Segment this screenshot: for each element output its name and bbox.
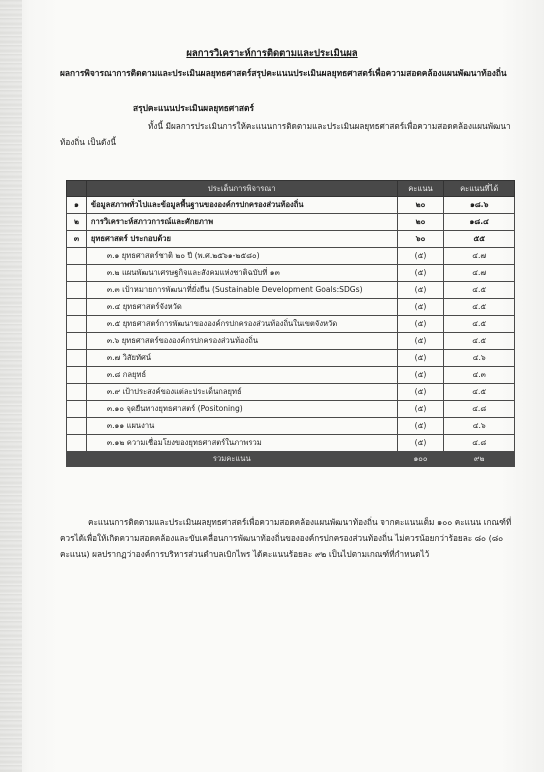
subrow-label: ๓.๑๑ แผนงาน [86, 418, 397, 435]
table-subrow [67, 333, 515, 350]
subrow-score: (๕) [397, 333, 444, 350]
table-subrow [67, 418, 515, 435]
row-label: ยุทธศาสตร์ ประกอบด้วย [86, 231, 397, 248]
empty-cell [67, 435, 87, 452]
document-subtitle: ผลการพิจารณาการติดตามและประเมินผลยุทธศาสตร์สรุปคะแนนประเมินผลยุทธศาสตร์เพื่อความสอดคล้องแผนพัฒนาท้องถิ่น [60, 68, 507, 78]
row-label: การวิเคราะห์สภาวการณ์และศักยภาพ [86, 214, 397, 231]
empty-cell [67, 401, 87, 418]
subrow-score: (๕) [397, 248, 444, 265]
subrow-label: ๓.๒ แผนพัฒนาเศรษฐกิจและสังคมแห่งชาติฉบับที่ ๑๓ [86, 265, 397, 282]
subrow-got: ๔.๖ [444, 418, 515, 435]
subrow-got: ๔.๓ [444, 367, 515, 384]
empty-cell [67, 333, 87, 350]
subrow-got: ๔.๕ [444, 333, 515, 350]
header-score-got: คะแนนที่ได้ [444, 181, 515, 197]
row-no: ๒ [67, 214, 87, 231]
subrow-score: (๕) [397, 350, 444, 367]
subrow-label: ๓.๓ เป้าหมายการพัฒนาที่ยั่งยืน (Sustainable Development Goals:SDGs) [86, 282, 397, 299]
table-row [67, 214, 515, 231]
table-header-row [67, 181, 515, 197]
subrow-score: (๕) [397, 265, 444, 282]
table-subrow [67, 265, 515, 282]
subrow-got: ๔.๘ [444, 401, 515, 418]
empty-cell [67, 282, 87, 299]
table-subrow [67, 384, 515, 401]
subrow-got: ๔.๕ [444, 282, 515, 299]
document-title: ผลการวิเคราะห์การติดตามและประเมินผล [186, 48, 358, 59]
header-no [67, 181, 87, 197]
subrow-got: ๔.๖ [444, 350, 515, 367]
header-topic: ประเด็นการพิจารณา [86, 181, 397, 197]
conclusion-paragraph: คะแนนการติดตามและประเมินผลยุทธศาสตร์เพื่อความสอดคล้องแผนพัฒนาท้องถิ่น จากคะแนนเต็ม ๑๐๐ คะแนน เกณฑ์ที่ควรได้เพื่อให้เกิดความสอดคล้องและขับเคลื่อนการพัฒนาท้องถิ่นขององค์กรปกครองส่วนท้องถิ่น ไม่ควรน้อยกว่าร้อยละ ๘๐ (๘๐ คะแนน) ผลปรากฏว่าองค์การบริหารส่วนตำบลเบิกไพร ได้คะแนนร้อยละ ๙๒ เป็นไปตามเกณฑ์ที่กำหนดไว้ [60, 517, 512, 559]
subrow-score: (๕) [397, 401, 444, 418]
table-subrow [67, 316, 515, 333]
subrow-got: ๔.๗ [444, 248, 515, 265]
subrow-label: ๓.๗ วิสัยทัศน์ [86, 350, 397, 367]
row-got: ๑๘.๔ [444, 214, 515, 231]
subrow-got: ๔.๗ [444, 265, 515, 282]
empty-cell [67, 367, 87, 384]
subrow-label: ๓.๘ กลยุทธ์ [86, 367, 397, 384]
subrow-label: ๓.๖ ยุทธศาสตร์ขององค์กรปกครองส่วนท้องถิ่น [86, 333, 397, 350]
row-score: ๒๐ [397, 214, 444, 231]
table-total-row [67, 452, 515, 467]
subrow-got: ๔.๘ [444, 435, 515, 452]
subrow-got: ๔.๕ [444, 384, 515, 401]
table-subrow [67, 299, 515, 316]
row-score: ๖๐ [397, 231, 444, 248]
row-no: ๓ [67, 231, 87, 248]
subrow-label: ๓.๑๐ จุดยืนทางยุทธศาสตร์ (Positoning) [86, 401, 397, 418]
empty-cell [67, 316, 87, 333]
table-row [67, 197, 515, 214]
empty-cell [67, 350, 87, 367]
empty-cell [67, 248, 87, 265]
subrow-score: (๕) [397, 299, 444, 316]
table-subrow [67, 282, 515, 299]
score-table [66, 180, 515, 467]
subrow-score: (๕) [397, 384, 444, 401]
table-subrow [67, 350, 515, 367]
row-got: ๕๕ [444, 231, 515, 248]
table-row [67, 231, 515, 248]
table-subrow [67, 367, 515, 384]
row-no: ๑ [67, 197, 87, 214]
subrow-score: (๕) [397, 282, 444, 299]
scan-edge-shadow [0, 0, 22, 772]
subrow-label: ๓.๙ เป้าประสงค์ของแต่ละประเด็นกลยุทธ์ [86, 384, 397, 401]
subrow-got: ๔.๕ [444, 316, 515, 333]
row-label: ข้อมูลสภาพทั่วไปและข้อมูลพื้นฐานขององค์กรปกครองส่วนท้องถิ่น [86, 197, 397, 214]
subrow-score: (๕) [397, 367, 444, 384]
table-subrow [67, 435, 515, 452]
subrow-score: (๕) [397, 435, 444, 452]
subrow-score: (๕) [397, 418, 444, 435]
header-score: คะแนน [397, 181, 444, 197]
subrow-label: ๓.๑ ยุทธศาสตร์ชาติ ๒๐ ปี (พ.ศ.๒๕๖๑-๒๕๘๐) [86, 248, 397, 265]
total-label: รวมคะแนน [67, 452, 398, 467]
subrow-label: ๓.๕ ยุทธศาสตร์การพัฒนาขององค์กรปกครองส่วนท้องถิ่นในเขตจังหวัด [86, 316, 397, 333]
empty-cell [67, 265, 87, 282]
intro-paragraph: ทั้งนี้ มีผลการประเมินการให้คะแนนการติดตามและประเมินผลยุทธศาสตร์เพื่อความสอดคล้องแผนพัฒนาท้องถิ่น เป็นดังนี้ [60, 121, 511, 147]
total-score: ๑๐๐ [397, 452, 444, 467]
table-subrow [67, 248, 515, 265]
subrow-got: ๔.๕ [444, 299, 515, 316]
table-subrow [67, 401, 515, 418]
row-score: ๒๐ [397, 197, 444, 214]
total-got: ๙๒ [444, 452, 515, 467]
empty-cell [67, 299, 87, 316]
summary-heading: สรุปคะแนนประเมินผลยุทธศาสตร์ [133, 103, 254, 113]
empty-cell [67, 418, 87, 435]
row-got: ๑๘.๖ [444, 197, 515, 214]
subrow-label: ๓.๑๒ ความเชื่อมโยงของยุทธศาสตร์ในภาพรวม [86, 435, 397, 452]
empty-cell [67, 384, 87, 401]
subrow-label: ๓.๔ ยุทธศาสตร์จังหวัด [86, 299, 397, 316]
subrow-score: (๕) [397, 316, 444, 333]
